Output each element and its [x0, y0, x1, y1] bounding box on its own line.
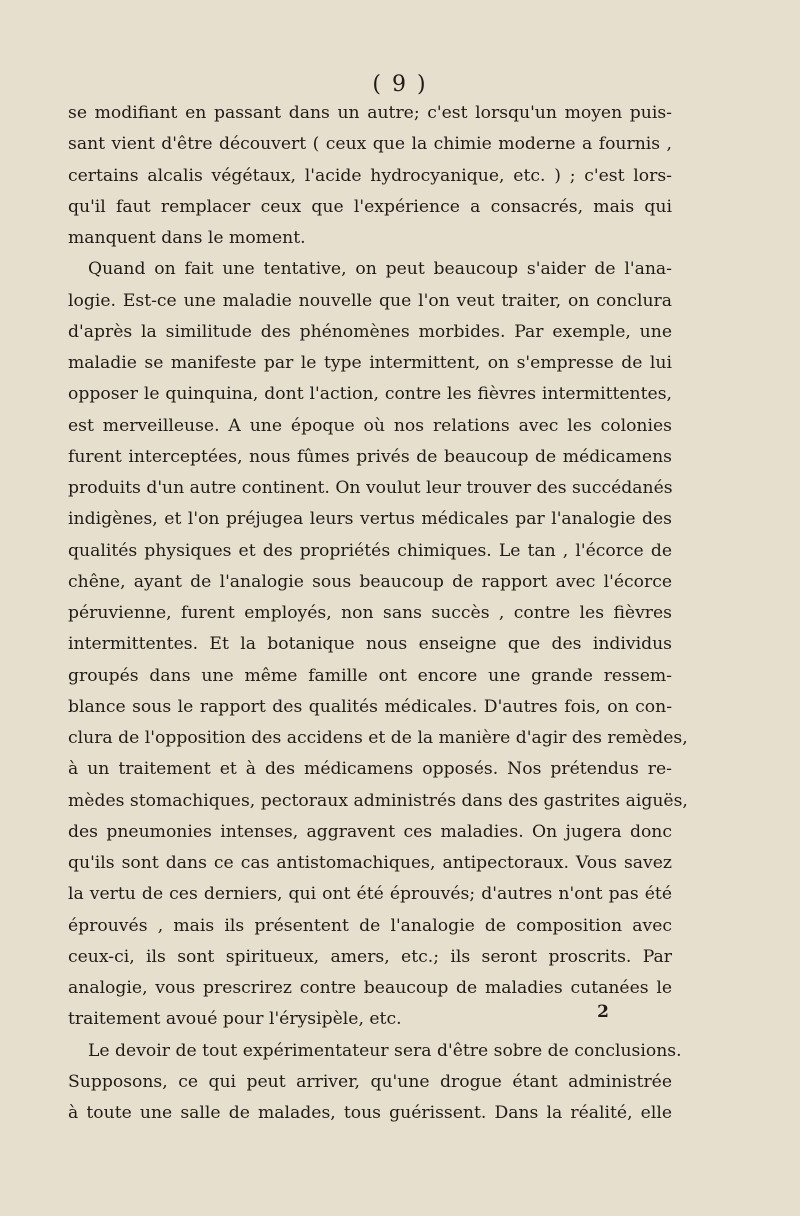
text-line: clura de l'opposition des accidens et de la manière d'agir des remèdes, [68, 728, 688, 748]
text-line: mèdes stomachiques, pectoraux administrés dans des gastrites aiguës, [68, 790, 688, 811]
text-line: blance sous le rapport des qualités médicales. D'autres fois, on con- [68, 696, 672, 717]
text-line: qualités physiques et des propriétés chimiques. Le tan , l'écorce de [68, 540, 672, 561]
text-line: traitement avoué pour l'érysipèle, etc. [68, 1009, 402, 1030]
text-line: maladie se manifeste par le type intermittent, on s'empresse de lui [68, 353, 672, 373]
text-line: d'après la similitude des phénomènes morbides. Par exemple, une [68, 321, 672, 342]
text-line: à un traitement et à des médicamens opposés. Nos prétendus re- [68, 759, 672, 780]
text-line: péruvienne, furent employés, non sans succès , contre les fièvres [68, 603, 672, 623]
text-line: éprouvés , mais ils présentent de l'analogie de composition avec [68, 915, 672, 936]
text-line: qu'il faut remplacer ceux que l'expérience a consacrés, mais qui [68, 196, 672, 217]
text-line: est merveilleuse. A une époque où nos relations avec les colonies [68, 415, 672, 436]
text-line: Quand on fait une tentative, on peut beaucoup s'aider de l'ana- [88, 259, 672, 280]
text-line: chêne, ayant de l'analogie sous beaucoup de rapport avec l'écorce [68, 571, 672, 592]
text-line: ceux-ci, ils sont spiritueux, amers, etc.; ils seront proscrits. Par [68, 946, 672, 967]
text-line: des pneumonies intenses, aggravent ces maladies. On jugera donc [68, 821, 672, 842]
text-line: sant vient d'être découvert ( ceux que la chimie moderne a fournis , [68, 134, 672, 155]
body-text [68, 98, 688, 1129]
text-line: certains alcalis végétaux, l'acide hydrocyanique, etc. ) ; c'est lors- [68, 165, 672, 186]
text-line: intermittentes. Et la botanique nous enseigne que des individus [68, 634, 672, 655]
text-line: manquent dans le moment. [68, 228, 306, 248]
text-line: à toute une salle de malades, tous guérissent. Dans la réalité, elle [68, 1103, 672, 1123]
text-line: se modifiant en passant dans un autre; c'est lorsqu'un moyen puis- [68, 103, 672, 123]
text-line: Le devoir de tout expérimentateur sera d'être sobre de conclusions. [88, 1040, 682, 1061]
page-number: ( 9 ) [372, 72, 428, 97]
text-line: opposer le quinquina, dont l'action, contre les fièvres intermittentes, [68, 384, 672, 405]
text-line: analogie, vous prescrirez contre beaucoup de maladies cutanées le [68, 978, 672, 998]
text-line: la vertu de ces derniers, qui ont été éprouvés; d'autres n'ont pas été [68, 884, 672, 905]
text-line: Supposons, ce qui peut arriver, qu'une drogue étant administrée [68, 1071, 672, 1092]
text-line: produits d'un autre continent. On voulut leur trouver des succédanés [68, 478, 673, 498]
text-line: qu'ils sont dans ce cas antistomachiques, antipectoraux. Vous savez [68, 853, 672, 873]
text-line: furent interceptées, nous fûmes privés de beaucoup de médicamens [68, 446, 672, 467]
text-line: logie. Est-ce une maladie nouvelle que l'on veut traiter, on conclura [68, 290, 672, 311]
text-line: indigènes, et l'on préjugea leurs vertus médicales par l'analogie des [68, 509, 672, 530]
signature-mark: 2 [597, 1002, 609, 1022]
text-line: groupés dans une même famille ont encore une grande ressem- [68, 665, 672, 686]
